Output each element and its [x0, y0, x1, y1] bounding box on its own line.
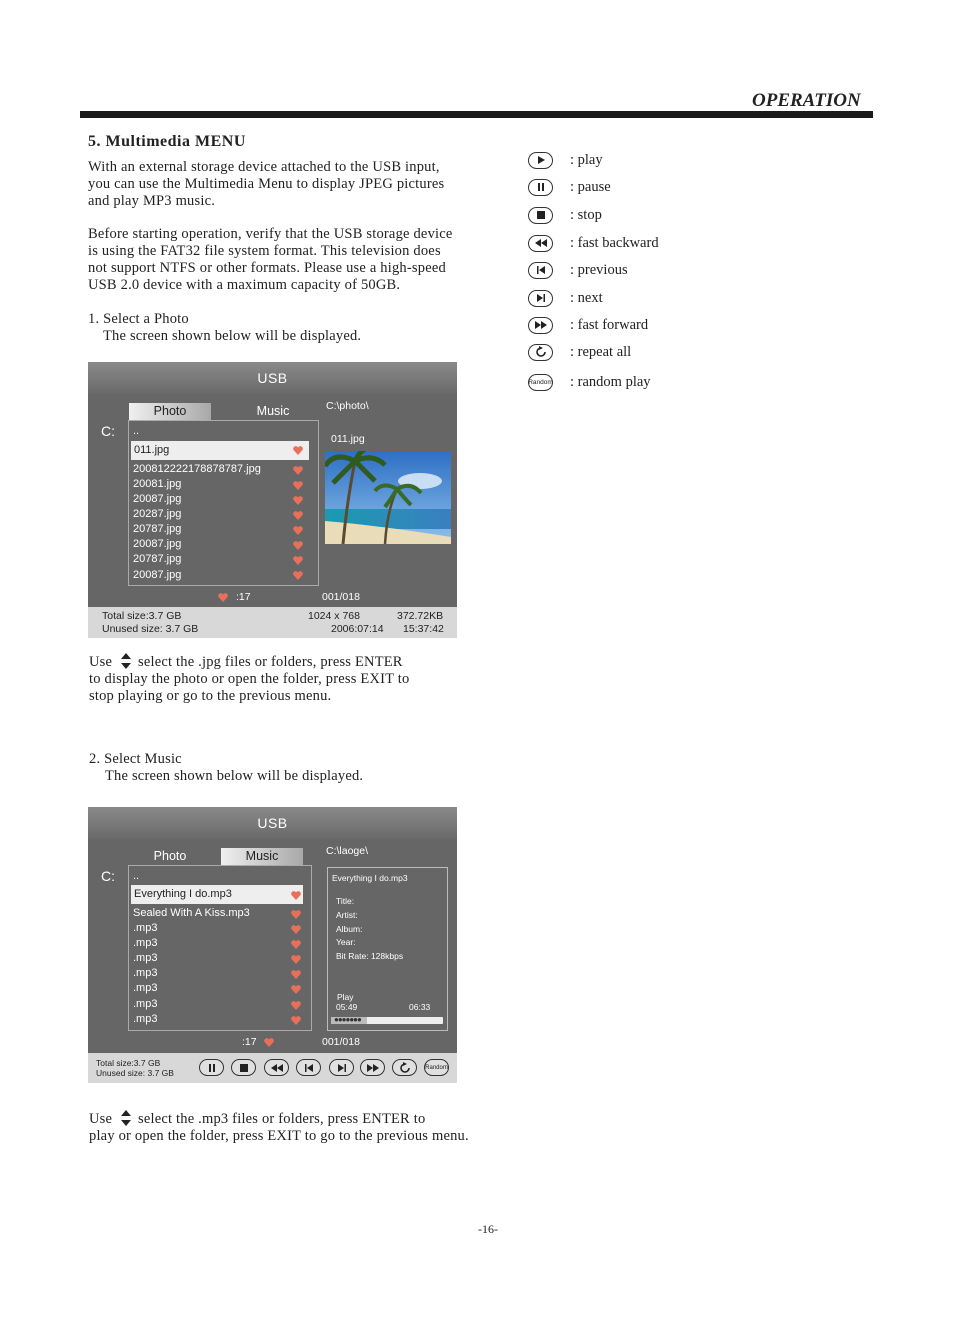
tab-photo[interactable]: Photo [153, 849, 187, 863]
heart-icon [291, 940, 301, 949]
file-list[interactable] [128, 865, 312, 1031]
stop-button[interactable] [231, 1059, 256, 1076]
heart-icon [291, 970, 301, 979]
drive-label: C: [101, 423, 115, 439]
photo-info-footer [88, 607, 457, 638]
parent-folder[interactable]: .. [133, 425, 140, 437]
photo-step-title: 1. Select a Photo [88, 311, 189, 327]
instruction-line: select the .jpg files or folders, press ENTER [137, 654, 403, 670]
random-button-label: Random [425, 1064, 448, 1071]
list-item[interactable]: .mp3 [133, 998, 158, 1010]
folder-path: C:\laoge\ [326, 845, 369, 857]
legend-repeat-all [528, 342, 632, 362]
list-item[interactable]: 20087.jpg [133, 493, 182, 505]
fast-forward-icon [528, 317, 553, 334]
fast-forward-button[interactable] [360, 1059, 385, 1076]
page-indicator: 001/018 [322, 1036, 360, 1048]
instruction-line: select the .mp3 files or folders, press ENTER to [137, 1111, 426, 1127]
screen-title: USB [88, 807, 457, 839]
note-line: Before starting operation, verify that the USB storage device [88, 226, 453, 242]
instruction-line: stop playing or go to the previous menu. [89, 688, 332, 704]
previous-icon [528, 262, 553, 279]
legend-label: : random play [570, 374, 651, 390]
heart-icon [293, 496, 303, 505]
image-filesize: 372.72KB [397, 610, 444, 622]
unused-size: Unused size: 3.7 GB [96, 1068, 174, 1078]
next-icon [528, 290, 553, 307]
legend-label: : stop [570, 207, 602, 223]
random-icon [528, 374, 553, 391]
up-down-arrow-icon [120, 1110, 132, 1126]
photo-usb-screen [88, 362, 457, 638]
music-step-subtitle: The screen shown below will be displayed. [105, 768, 364, 784]
list-item[interactable]: Sealed With A Kiss.mp3 [133, 907, 250, 919]
song-album: Album: [336, 924, 363, 934]
random-button[interactable] [424, 1059, 449, 1076]
legend-random [528, 372, 651, 392]
list-item[interactable]: .mp3 [133, 937, 158, 949]
instruction-line: to display the photo or open the folder, press EXIT to [89, 671, 410, 687]
tab-music[interactable]: Music [256, 404, 290, 418]
list-item[interactable]: 20787.jpg [133, 553, 182, 565]
song-info-panel [327, 867, 448, 1031]
file-list[interactable] [128, 420, 319, 586]
play-status: Play [337, 992, 354, 1002]
music-controls-footer [88, 1053, 457, 1083]
repeat-all-button[interactable] [392, 1059, 417, 1076]
legend-label: : fast backward [570, 235, 659, 251]
heart-icon [293, 481, 303, 490]
note-line: USB 2.0 device with a maximum capacity of 50GB. [88, 277, 401, 293]
note-paragraph [88, 226, 453, 294]
page-indicator: 001/018 [322, 591, 360, 603]
intro-line: you can use the Multimedia Menu to display JPEG pictures [88, 176, 445, 192]
heart-icon [293, 571, 303, 580]
instruction-line: play or open the folder, press EXIT to go to the previous menu. [89, 1128, 469, 1144]
favorite-count: :17 [236, 591, 251, 603]
legend-label: : repeat all [570, 344, 632, 360]
heart-icon [293, 466, 303, 475]
photo-instructions [89, 653, 409, 705]
legend-pause [528, 177, 611, 197]
progress-bar[interactable] [331, 1017, 443, 1024]
instruction-use: Use [89, 654, 113, 670]
list-item[interactable]: 20087.jpg [133, 538, 182, 550]
heart-icon [291, 985, 301, 994]
heart-icon [293, 511, 303, 520]
legend-label: : play [570, 152, 603, 168]
intro-paragraph [88, 159, 444, 210]
heart-icon [293, 526, 303, 535]
repeat-all-icon [528, 344, 553, 361]
legend-fast-backward [528, 233, 659, 253]
note-line: is using the FAT32 file system format. This television does [88, 243, 441, 259]
tab-photo[interactable]: Photo [129, 403, 211, 420]
fast-backward-button[interactable] [264, 1059, 289, 1076]
section-title: 5. Multimedia MENU [88, 133, 246, 150]
folder-path: C:\photo\ [326, 400, 369, 412]
elapsed-time: 05:49 [336, 1002, 358, 1012]
total-size: Total size:3.7 GB [96, 1058, 161, 1068]
total-time: 06:33 [409, 1002, 431, 1012]
legend-play [528, 150, 603, 170]
legend-next [528, 288, 603, 308]
heart-icon [218, 593, 228, 602]
image-date: 2006:07:14 [331, 623, 384, 635]
heart-icon [293, 446, 303, 455]
photo-step-subtitle: The screen shown below will be displayed. [103, 328, 362, 344]
heart-icon [264, 1038, 274, 1047]
list-item[interactable]: .mp3 [133, 952, 158, 964]
list-item[interactable]: 20081.jpg [133, 478, 182, 490]
legend-fast-forward [528, 315, 649, 335]
parent-folder[interactable]: .. [133, 870, 140, 882]
drive-label: C: [101, 868, 115, 884]
music-usb-screen [88, 807, 457, 1083]
heart-icon [291, 1001, 301, 1010]
heart-icon [291, 955, 301, 964]
favorite-count: :17 [242, 1036, 257, 1048]
heart-icon [291, 1016, 301, 1025]
legend-stop [528, 205, 602, 225]
intro-line: With an external storage device attached to the USB input, [88, 159, 440, 175]
list-item[interactable]: .mp3 [133, 1013, 158, 1025]
pause-button[interactable] [199, 1059, 224, 1076]
up-down-arrow-icon [120, 653, 132, 669]
pause-icon [528, 179, 553, 196]
legend-label: : fast forward [570, 317, 649, 333]
legend-previous [528, 260, 628, 280]
heart-icon [291, 891, 301, 900]
header-rule [80, 111, 873, 118]
total-size: Total size:3.7 GB [102, 610, 182, 622]
page-number: -16- [478, 1222, 498, 1236]
image-resolution: 1024 x 768 [308, 610, 360, 622]
song-bitrate: Bit Rate: 128kbps [336, 951, 404, 961]
photo-step [88, 311, 361, 345]
legend-label: : previous [570, 262, 628, 278]
heart-icon [293, 556, 303, 565]
list-item[interactable]: 20081222217887878​7.jpg [133, 463, 261, 475]
music-instructions [89, 1110, 469, 1145]
song-artist: Artist: [336, 910, 358, 920]
operation-title: OPERATION [752, 90, 861, 111]
list-item[interactable]: 20787.jpg [133, 523, 182, 535]
unused-size: Unused size: 3.7 GB [102, 623, 199, 635]
stop-icon [528, 207, 553, 224]
preview-filename: 011.jpg [331, 433, 365, 445]
song-filename: Everything I do.mp3 [332, 873, 408, 883]
previous-button[interactable] [296, 1059, 321, 1076]
random-icon-text: Random [528, 378, 553, 386]
heart-icon [291, 910, 301, 919]
tab-music[interactable]: Music [221, 848, 303, 865]
progress-dots: ●●●●●●● [334, 1015, 361, 1024]
list-item-selected[interactable]: Everything I do.mp3 [131, 885, 303, 904]
heart-icon [291, 925, 301, 934]
list-item[interactable]: 20287.jpg [133, 508, 182, 520]
photo-preview-image [325, 451, 451, 544]
list-item[interactable]: 20087.jpg [133, 569, 182, 581]
intro-line: and play MP3 music. [88, 193, 216, 209]
fast-backward-icon [528, 235, 553, 252]
song-year: Year: [336, 937, 356, 947]
heart-icon [293, 541, 303, 550]
play-icon [528, 152, 553, 169]
music-step [89, 751, 363, 785]
image-time: 15:37:42 [403, 623, 444, 635]
list-item[interactable]: .mp3 [133, 967, 158, 979]
screen-title: USB [88, 362, 457, 394]
instruction-use: Use [89, 1111, 113, 1127]
list-item[interactable]: .mp3 [133, 982, 158, 994]
song-title: Title: [336, 896, 355, 906]
legend-label: : next [570, 290, 603, 306]
music-step-title: 2. Select Music [89, 751, 182, 767]
note-line: not support NTFS or other formats. Please use a high-speed [88, 260, 446, 276]
list-item[interactable]: .mp3 [133, 922, 158, 934]
list-item-selected[interactable]: 011.jpg [131, 441, 309, 460]
legend-label: : pause [570, 179, 611, 195]
next-button[interactable] [329, 1059, 354, 1076]
